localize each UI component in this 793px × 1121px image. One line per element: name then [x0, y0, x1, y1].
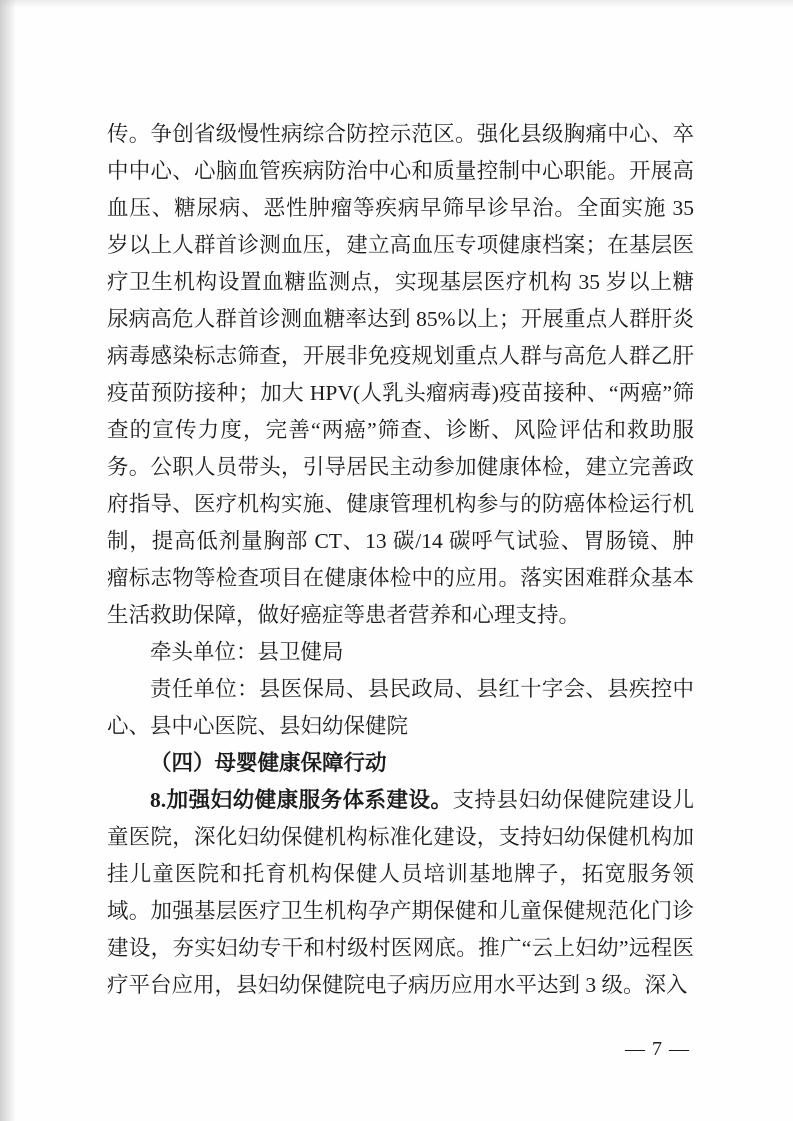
page-number: — 7 — [625, 1038, 690, 1060]
page-body-text [107, 116, 694, 1004]
lead-unit-line: 牵头单位：县卫健局 [150, 640, 344, 664]
scan-edge-shadow [0, 0, 16, 1121]
responsible-units-line: 责任单位：县医保局、县民政局、县红十字会、县疾控中心、县中心医院、县妇幼保健院 [107, 677, 694, 738]
scan-edge-shadow-top [0, 0, 793, 8]
numbered-paragraph-body: 支持县妇幼保健院建设儿童医院，深化妇幼保健机构标准化建设，支持妇幼保健机构加挂儿童医院和托育机构保健人员培训基地牌子，拓宽服务领域。加强基层医疗卫生机构孕产期保健和儿童保健规范化门诊建设，夯实妇幼专干和村级村医网底。推广“云上妇幼”远程医疗平台应用，县妇幼保健院电子病历应用水平达到 3 级。深入 [107, 788, 694, 997]
section-heading: （四）母婴健康保障行动 [150, 751, 387, 775]
numbered-paragraph [107, 782, 694, 1004]
paragraph-continuation: 传。争创省级慢性病综合防控示范区。强化县级胸痛中心、卒中中心、心脑血管疾病防治中心和质量控制中心职能。开展高血压、糖尿病、恶性肿瘤等疾病早筛早诊早治。全面实施 35 岁以上人群首诊测血压，建立高血压专项健康档案；在基层医疗卫生机构设置血糖监测点，实现基层医疗机构 35 岁以上糖尿病高危人群首诊测血糖率达到 85%以上；开展重点人群肝炎病毒感染标志筛查，开展非免疫规划重点人群与高危人群乙肝疫苗预防接种；加大 HPV(人乳头瘤病毒)疫苗接种、“两癌”筛查的宣传力度，完善“两癌”筛查、诊断、风险评估和救助服务。公职人员带头，引导居民主动参加健康体检，建立完善政府指导、医疗机构实施、健康管理机构参与的防癌体检运行机制，提高低剂量胸部 CT、13 碳/14 碳呼气试验、胃肠镜、肿瘤标志物等检查项目在健康体检中的应用。落实困难群众基本生活救助保障，做好癌症等患者营养和心理支持。 [107, 122, 694, 627]
numbered-paragraph-lead: 8.加强妇幼健康服务体系建设。 [150, 788, 453, 812]
